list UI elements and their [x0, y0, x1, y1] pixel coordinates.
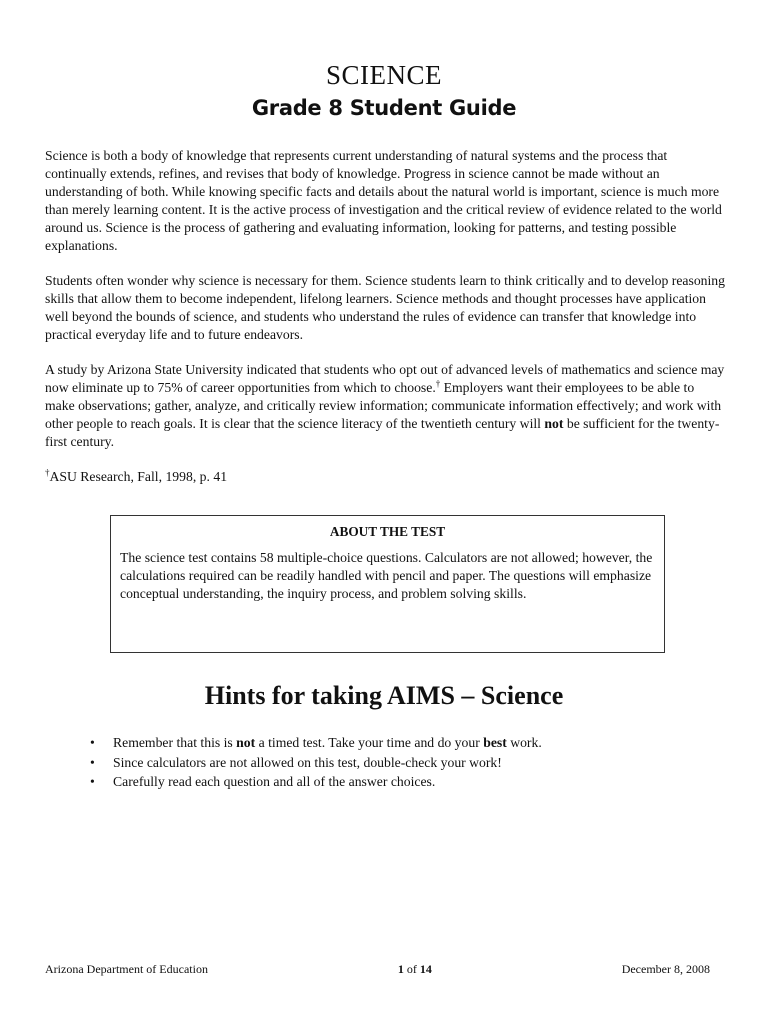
paragraph-3-part-b: Employers want their employees to be able to make observations; gather, analyze, and critically review information; communicate information effectively; and work with other people to reach goals. It is clear that the science literacy of the twentieth century will	[45, 380, 722, 431]
page-of: of	[403, 962, 420, 976]
about-heading: ABOUT THE TEST	[329, 524, 446, 539]
footnote	[45, 468, 725, 486]
hint-item	[90, 753, 730, 773]
hint-1-part-b: a timed test. Take your time and do your	[255, 735, 484, 750]
paragraph-3	[45, 361, 725, 451]
paragraph-1: Science is both a body of knowledge that represents current understanding of natural systems and the process that continually extends, refines, and revises that body of knowledge. Progress in science cannot be made without an understanding of both. While knowing specific facts and details about the natural world is important, science is much more than merely learning content. It is the active process of investigation and the critical review of evidence related to the world around us. Science is the process of gathering and evaluating information, looking for patterns, and testing possible explanations.	[45, 148, 722, 253]
hint-3-text: Carefully read each question and all of the answer choices.	[113, 774, 436, 789]
hints-heading: Hints for taking AIMS – Science	[204, 681, 564, 710]
paragraph-2: Students often wonder why science is necessary for them. Science students learn to think critically and to develop reasoning skills that allow them to become independent, lifelong learners. Science methods and thought processes have application well beyond the bounds of science, and students who understand the rules of evidence can transfer that knowledge into practical everyday life and to future endeavors.	[45, 273, 725, 342]
bullet-icon: •	[90, 774, 95, 789]
bullet-icon: •	[90, 754, 95, 770]
hint-1-part-a: Remember that this is	[113, 735, 237, 750]
about-text: The science test contains 58 multiple-choice questions. Calculators are not allowed; however, the calculations required can be readily handled with pencil and paper. The questions will emphasize conceptual understanding, the inquiry process, and problem solving skills.	[120, 550, 653, 601]
footnote-symbol: †	[45, 467, 50, 478]
page-current: 1	[397, 962, 404, 976]
hint-item	[90, 733, 730, 753]
bullet-icon: •	[90, 735, 95, 750]
hint-2-text: Since calculators are not allowed on this test, double-check your work!	[113, 754, 502, 770]
hint-item	[90, 772, 730, 792]
footnote-text: ASU Research, Fall, 1998, p. 41	[49, 469, 228, 484]
paragraph-3-emphasis: not	[544, 416, 564, 431]
hint-1-bold-best: best	[483, 735, 507, 750]
hints-list	[90, 733, 730, 792]
page-total: 14	[419, 962, 432, 976]
page-footer	[45, 962, 710, 977]
hint-1-bold-not: not	[236, 735, 256, 750]
document-title: SCIENCE	[325, 60, 442, 90]
document-subtitle: Grade 8 Student Guide	[251, 96, 517, 120]
paragraph-3-part-c: be sufficient for the twenty-first century.	[45, 416, 720, 449]
page-number	[398, 962, 432, 977]
footnote-marker: †	[435, 378, 441, 389]
about-the-test-box	[110, 515, 665, 653]
footer-organization: Arizona Department of Education	[45, 962, 208, 976]
paragraph-3-part-a: A study by Arizona State University indicated that students who opt out of advanced levels of mathematics and science may now eliminate up to 75% of career opportunities from which to choose.	[45, 362, 725, 395]
intro-section	[45, 147, 725, 486]
footer-date: December 8, 2008	[621, 962, 710, 976]
hint-1-part-c: work.	[506, 735, 542, 750]
